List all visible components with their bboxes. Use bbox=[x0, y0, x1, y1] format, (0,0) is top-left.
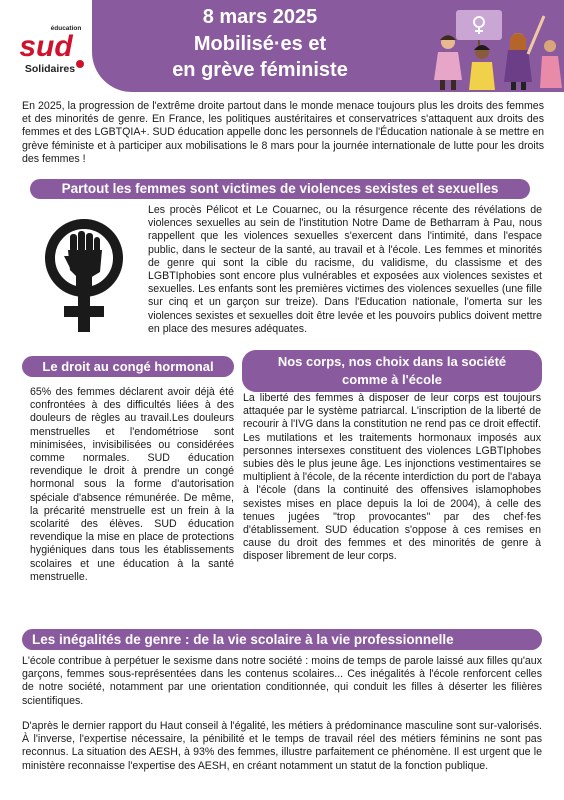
violences-paragraph: Les procès Pélicot et Le Couarnec, ou la résurgence récente des révélations de violences sexuelles au sein de l'institution Notre Dame de Betharram à Pau, nous rappellent que les violences sexuelles s'exercent dans l'intimité, dans l'espace public, dans le secteur de la santé, au travail et à l'école. Les femmes et minorités de genre qui sont la cible du racisme, du validisme, du classisme et des LGBTIphobies sont encore plus vulnérables et exposées aux violences sexistes et sexuelles. Les enfants sont les premières victimes des violences sexuelles (une fille sur cinq et un garçon sur treize). Dans l'Education nationale, l'omerta sur les violences sexistes et sexuelles doit être levée et les pouvoirs publics doivent mettre en place des mesures adéquates. bbox=[148, 204, 542, 335]
feminist-fist-icon bbox=[30, 214, 138, 336]
inegalites-paragraph-2: D'après le dernier rapport du Haut conseil à l'égalité, les métiers à prédominance masculine sont sur-valorisés. À l'inverse, l'expertise nécessaire, la pénibilité et le temps de travail réel des métiers féminins ne sont pas reconnus. La situation des AESH, à 93% des femmes, illustre parfaitement ce phénomène. Il est urgent que le ministère reconnaisse l'expertise des AESH, en créant notamment un statut de la fonction publique. bbox=[22, 720, 542, 772]
title-line-2: Mobilisé·es et bbox=[193, 32, 327, 55]
inegalites-paragraph-1: L'école contribue à perpétuer le sexisme dans notre société : moins de temps de parole laissé aux filles qu'aux garçons, femmes sous-représentées dans les contenus scolaires... Ces inégalités à l'école renforcent celles de notre société, notamment par une orientation conditionnée, qui conduit les filles à déserter les filières scientifiques. bbox=[22, 655, 542, 707]
corps-paragraph: La liberté des femmes à disposer de leur corps est toujours attaquée par le système patriarcal. L'inscription de la liberté de recourir à l'IVG dans la constitution ne rend pas ce droit effectif. Les mutilations et les traitements hormonaux imposés aux personnes intersexes constituent des violences LGBTIphobes subies dès le plus jeune âge. Les injonctions vestimentaires se multiplient à l'école, de la récente interdiction du port de l'abaya à l'école (dans la continuité des offensives islamophobes sexistes mises en place depuis la loi de 2004), à celle des tenues jugées "trop provocantes" par des chef·fes d'établissement. SUD éducation s'oppose à ces remises en cause du droit des femmes et des minorités de genre à disposer librement de leur corps. bbox=[243, 392, 541, 563]
title-line-1: 8 mars 2025 bbox=[202, 6, 318, 28]
logo-line2: sud bbox=[19, 30, 73, 63]
title-line-3: en grève féministe bbox=[172, 59, 348, 81]
page-title bbox=[100, 4, 420, 84]
heading-nos-corps-line2: comme à l'école bbox=[342, 371, 442, 387]
header bbox=[0, 0, 564, 96]
heading-nos-corps-line1: Nos corps, nos choix dans la société bbox=[277, 354, 507, 369]
heading-nos-corps bbox=[242, 350, 542, 392]
women-protest-illustration bbox=[418, 2, 564, 92]
conge-paragraph: 65% des femmes déclarent avoir déjà été confrontées à des difficultés liées à des douleurs de règles au travail.Les douleurs menstruelles et l'endométriose sont minimisées, invisibilisées ou considérées comme normales. SUD éducation revendique le droit à prendre un congé hormonal sous la forme d'autorisation spéciale d'absence rémunérée. De même, la précarité menstruelle est un frein à la scolarité des élèves. SUD éducation revendique la mise en place de protections hygiéniques dans tous les établissements scolaires et une éducation à la santé menstruelle. bbox=[30, 386, 234, 583]
heading-conge-hormonal: Le droit au congé hormonal bbox=[22, 356, 234, 377]
intro-paragraph: En 2025, la progression de l'extrême droite partout dans le monde menace toujours plus les droits des femmes et des minorités de genre. En France, les politiques austéritaires et conservatrices s'attaquent aux droits des femmes et des LGBTQIA+. SUD éducation appelle donc les personnels de l'Éducation nationale à se mettre en grève féministe et à participer aux mobilisations le 8 mars pour la journée internationale de lutte pour les droits des femmes ! bbox=[22, 100, 544, 165]
logo-line3: Solidaires bbox=[24, 63, 76, 75]
heading-violences: Partout les femmes sont victimes de violences sexistes et sexuelles bbox=[30, 179, 530, 199]
sud-education-logo bbox=[10, 8, 98, 88]
logo-line1: éducation bbox=[50, 25, 82, 32]
heading-inegalites: Les inégalités de genre : de la vie scolaire à la vie professionnelle bbox=[22, 629, 542, 650]
